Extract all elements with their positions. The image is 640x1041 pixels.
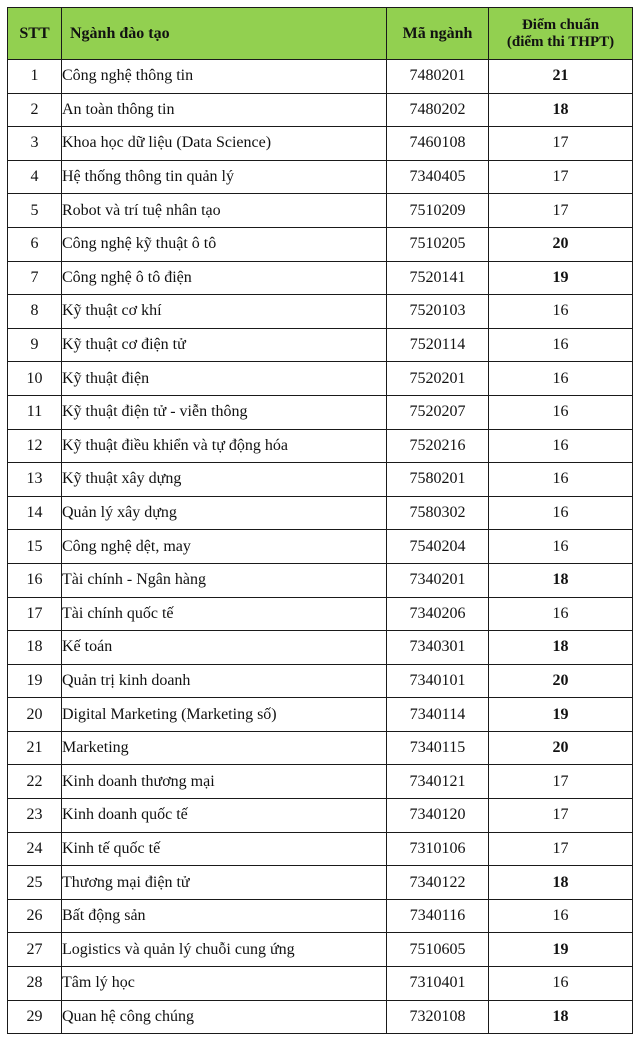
table-row <box>8 1000 633 1034</box>
row-score: 16 <box>489 530 633 564</box>
table-header <box>8 8 633 60</box>
row-code: 7540204 <box>387 530 489 564</box>
row-score: 18 <box>489 1000 633 1034</box>
row-score: 16 <box>489 429 633 463</box>
table-row <box>8 799 633 833</box>
row-major: An toàn thông tin <box>62 93 387 127</box>
row-major: Robot và trí tuệ nhân tạo <box>62 194 387 228</box>
row-code: 7340201 <box>387 563 489 597</box>
row-stt: 19 <box>8 664 62 698</box>
row-major: Kinh doanh thương mại <box>62 765 387 799</box>
table-row <box>8 463 633 497</box>
row-code: 7340121 <box>387 765 489 799</box>
row-stt: 28 <box>8 967 62 1001</box>
row-code: 7520141 <box>387 261 489 295</box>
row-stt: 24 <box>8 832 62 866</box>
row-code: 7510205 <box>387 227 489 261</box>
row-score: 16 <box>489 597 633 631</box>
table-row <box>8 563 633 597</box>
row-score: 17 <box>489 160 633 194</box>
row-major: Kỹ thuật cơ khí <box>62 295 387 329</box>
table-row <box>8 731 633 765</box>
table-row <box>8 933 633 967</box>
table-row <box>8 261 633 295</box>
row-major: Công nghệ thông tin <box>62 60 387 94</box>
row-code: 7340301 <box>387 631 489 665</box>
table-row <box>8 597 633 631</box>
row-major: Kỹ thuật xây dựng <box>62 463 387 497</box>
header-major: Ngành đào tạo <box>62 8 387 60</box>
row-score: 16 <box>489 967 633 1001</box>
row-score: 18 <box>489 93 633 127</box>
header-score-line1: Điểm chuẩn <box>521 16 600 33</box>
row-score: 17 <box>489 194 633 228</box>
table-row <box>8 765 633 799</box>
row-major: Kỹ thuật điện tử - viễn thông <box>62 395 387 429</box>
table-row <box>8 328 633 362</box>
table-row <box>8 395 633 429</box>
row-major: Tâm lý học <box>62 967 387 1001</box>
row-stt: 6 <box>8 227 62 261</box>
row-stt: 12 <box>8 429 62 463</box>
table-row <box>8 664 633 698</box>
table-row <box>8 698 633 732</box>
table-row <box>8 160 633 194</box>
row-score: 16 <box>489 463 633 497</box>
row-major: Kinh tế quốc tế <box>62 832 387 866</box>
row-major: Công nghệ ô tô điện <box>62 261 387 295</box>
row-major: Kỹ thuật điều khiển và tự động hóa <box>62 429 387 463</box>
row-major: Quản lý xây dựng <box>62 496 387 530</box>
table-row <box>8 899 633 933</box>
row-stt: 1 <box>8 60 62 94</box>
header-row <box>8 8 633 60</box>
row-score: 18 <box>489 563 633 597</box>
row-stt: 3 <box>8 127 62 161</box>
row-code: 7480202 <box>387 93 489 127</box>
row-stt: 8 <box>8 295 62 329</box>
row-code: 7460108 <box>387 127 489 161</box>
table-row <box>8 530 633 564</box>
row-code: 7340116 <box>387 899 489 933</box>
row-code: 7310106 <box>387 832 489 866</box>
row-score: 16 <box>489 395 633 429</box>
table-row <box>8 362 633 396</box>
row-score: 16 <box>489 362 633 396</box>
table-row <box>8 967 633 1001</box>
row-score: 20 <box>489 664 633 698</box>
row-stt: 11 <box>8 395 62 429</box>
row-stt: 27 <box>8 933 62 967</box>
row-code: 7520201 <box>387 362 489 396</box>
row-code: 7340115 <box>387 731 489 765</box>
row-major: Kỹ thuật cơ điện tử <box>62 328 387 362</box>
row-stt: 25 <box>8 866 62 900</box>
row-major: Kỹ thuật điện <box>62 362 387 396</box>
row-major: Marketing <box>62 731 387 765</box>
row-code: 7340114 <box>387 698 489 732</box>
table-row <box>8 832 633 866</box>
row-code: 7340405 <box>387 160 489 194</box>
row-stt: 22 <box>8 765 62 799</box>
table-row <box>8 127 633 161</box>
row-score: 16 <box>489 295 633 329</box>
table-row <box>8 496 633 530</box>
table-row <box>8 60 633 94</box>
header-stt: STT <box>8 8 62 60</box>
row-stt: 9 <box>8 328 62 362</box>
table-row <box>8 93 633 127</box>
row-score: 17 <box>489 799 633 833</box>
row-score: 18 <box>489 631 633 665</box>
row-code: 7520114 <box>387 328 489 362</box>
row-stt: 17 <box>8 597 62 631</box>
row-code: 7480201 <box>387 60 489 94</box>
row-code: 7310401 <box>387 967 489 1001</box>
row-stt: 5 <box>8 194 62 228</box>
row-major: Khoa học dữ liệu (Data Science) <box>62 127 387 161</box>
row-stt: 18 <box>8 631 62 665</box>
table-row <box>8 631 633 665</box>
row-stt: 15 <box>8 530 62 564</box>
row-code: 7340101 <box>387 664 489 698</box>
row-stt: 10 <box>8 362 62 396</box>
row-score: 17 <box>489 765 633 799</box>
row-score: 20 <box>489 227 633 261</box>
row-score: 16 <box>489 899 633 933</box>
row-major: Hệ thống thông tin quản lý <box>62 160 387 194</box>
row-major: Tài chính - Ngân hàng <box>62 563 387 597</box>
row-stt: 14 <box>8 496 62 530</box>
header-score <box>489 8 633 60</box>
row-code: 7340122 <box>387 866 489 900</box>
row-major: Công nghệ dệt, may <box>62 530 387 564</box>
row-stt: 16 <box>8 563 62 597</box>
row-code: 7340120 <box>387 799 489 833</box>
row-score: 17 <box>489 832 633 866</box>
row-major: Quan hệ công chúng <box>62 1000 387 1034</box>
table-row <box>8 295 633 329</box>
row-score: 19 <box>489 261 633 295</box>
row-stt: 26 <box>8 899 62 933</box>
row-score: 19 <box>489 933 633 967</box>
row-stt: 23 <box>8 799 62 833</box>
row-code: 7520103 <box>387 295 489 329</box>
row-score: 21 <box>489 60 633 94</box>
row-stt: 29 <box>8 1000 62 1034</box>
admission-score-table <box>7 7 633 1034</box>
table-row <box>8 227 633 261</box>
row-major: Quản trị kinh doanh <box>62 664 387 698</box>
table-body <box>8 60 633 1034</box>
table-row <box>8 194 633 228</box>
header-score-line2: (điểm thi THPT) <box>506 33 615 50</box>
row-major: Thương mại điện tử <box>62 866 387 900</box>
row-code: 7580201 <box>387 463 489 497</box>
row-code: 7510605 <box>387 933 489 967</box>
row-major: Logistics và quản lý chuỗi cung ứng <box>62 933 387 967</box>
row-stt: 13 <box>8 463 62 497</box>
row-code: 7580302 <box>387 496 489 530</box>
row-code: 7520216 <box>387 429 489 463</box>
table-row <box>8 866 633 900</box>
row-major: Kinh doanh quốc tế <box>62 799 387 833</box>
row-stt: 4 <box>8 160 62 194</box>
row-code: 7520207 <box>387 395 489 429</box>
row-score: 17 <box>489 127 633 161</box>
header-code: Mã ngành <box>387 8 489 60</box>
row-stt: 7 <box>8 261 62 295</box>
row-stt: 21 <box>8 731 62 765</box>
table-row <box>8 429 633 463</box>
row-score: 16 <box>489 496 633 530</box>
row-score: 16 <box>489 328 633 362</box>
row-major: Công nghệ kỹ thuật ô tô <box>62 227 387 261</box>
row-major: Kế toán <box>62 631 387 665</box>
row-code: 7340206 <box>387 597 489 631</box>
row-stt: 2 <box>8 93 62 127</box>
row-score: 18 <box>489 866 633 900</box>
row-score: 19 <box>489 698 633 732</box>
row-major: Tài chính quốc tế <box>62 597 387 631</box>
row-code: 7320108 <box>387 1000 489 1034</box>
row-major: Digital Marketing (Marketing số) <box>62 698 387 732</box>
row-major: Bất động sản <box>62 899 387 933</box>
row-code: 7510209 <box>387 194 489 228</box>
row-score: 20 <box>489 731 633 765</box>
row-stt: 20 <box>8 698 62 732</box>
